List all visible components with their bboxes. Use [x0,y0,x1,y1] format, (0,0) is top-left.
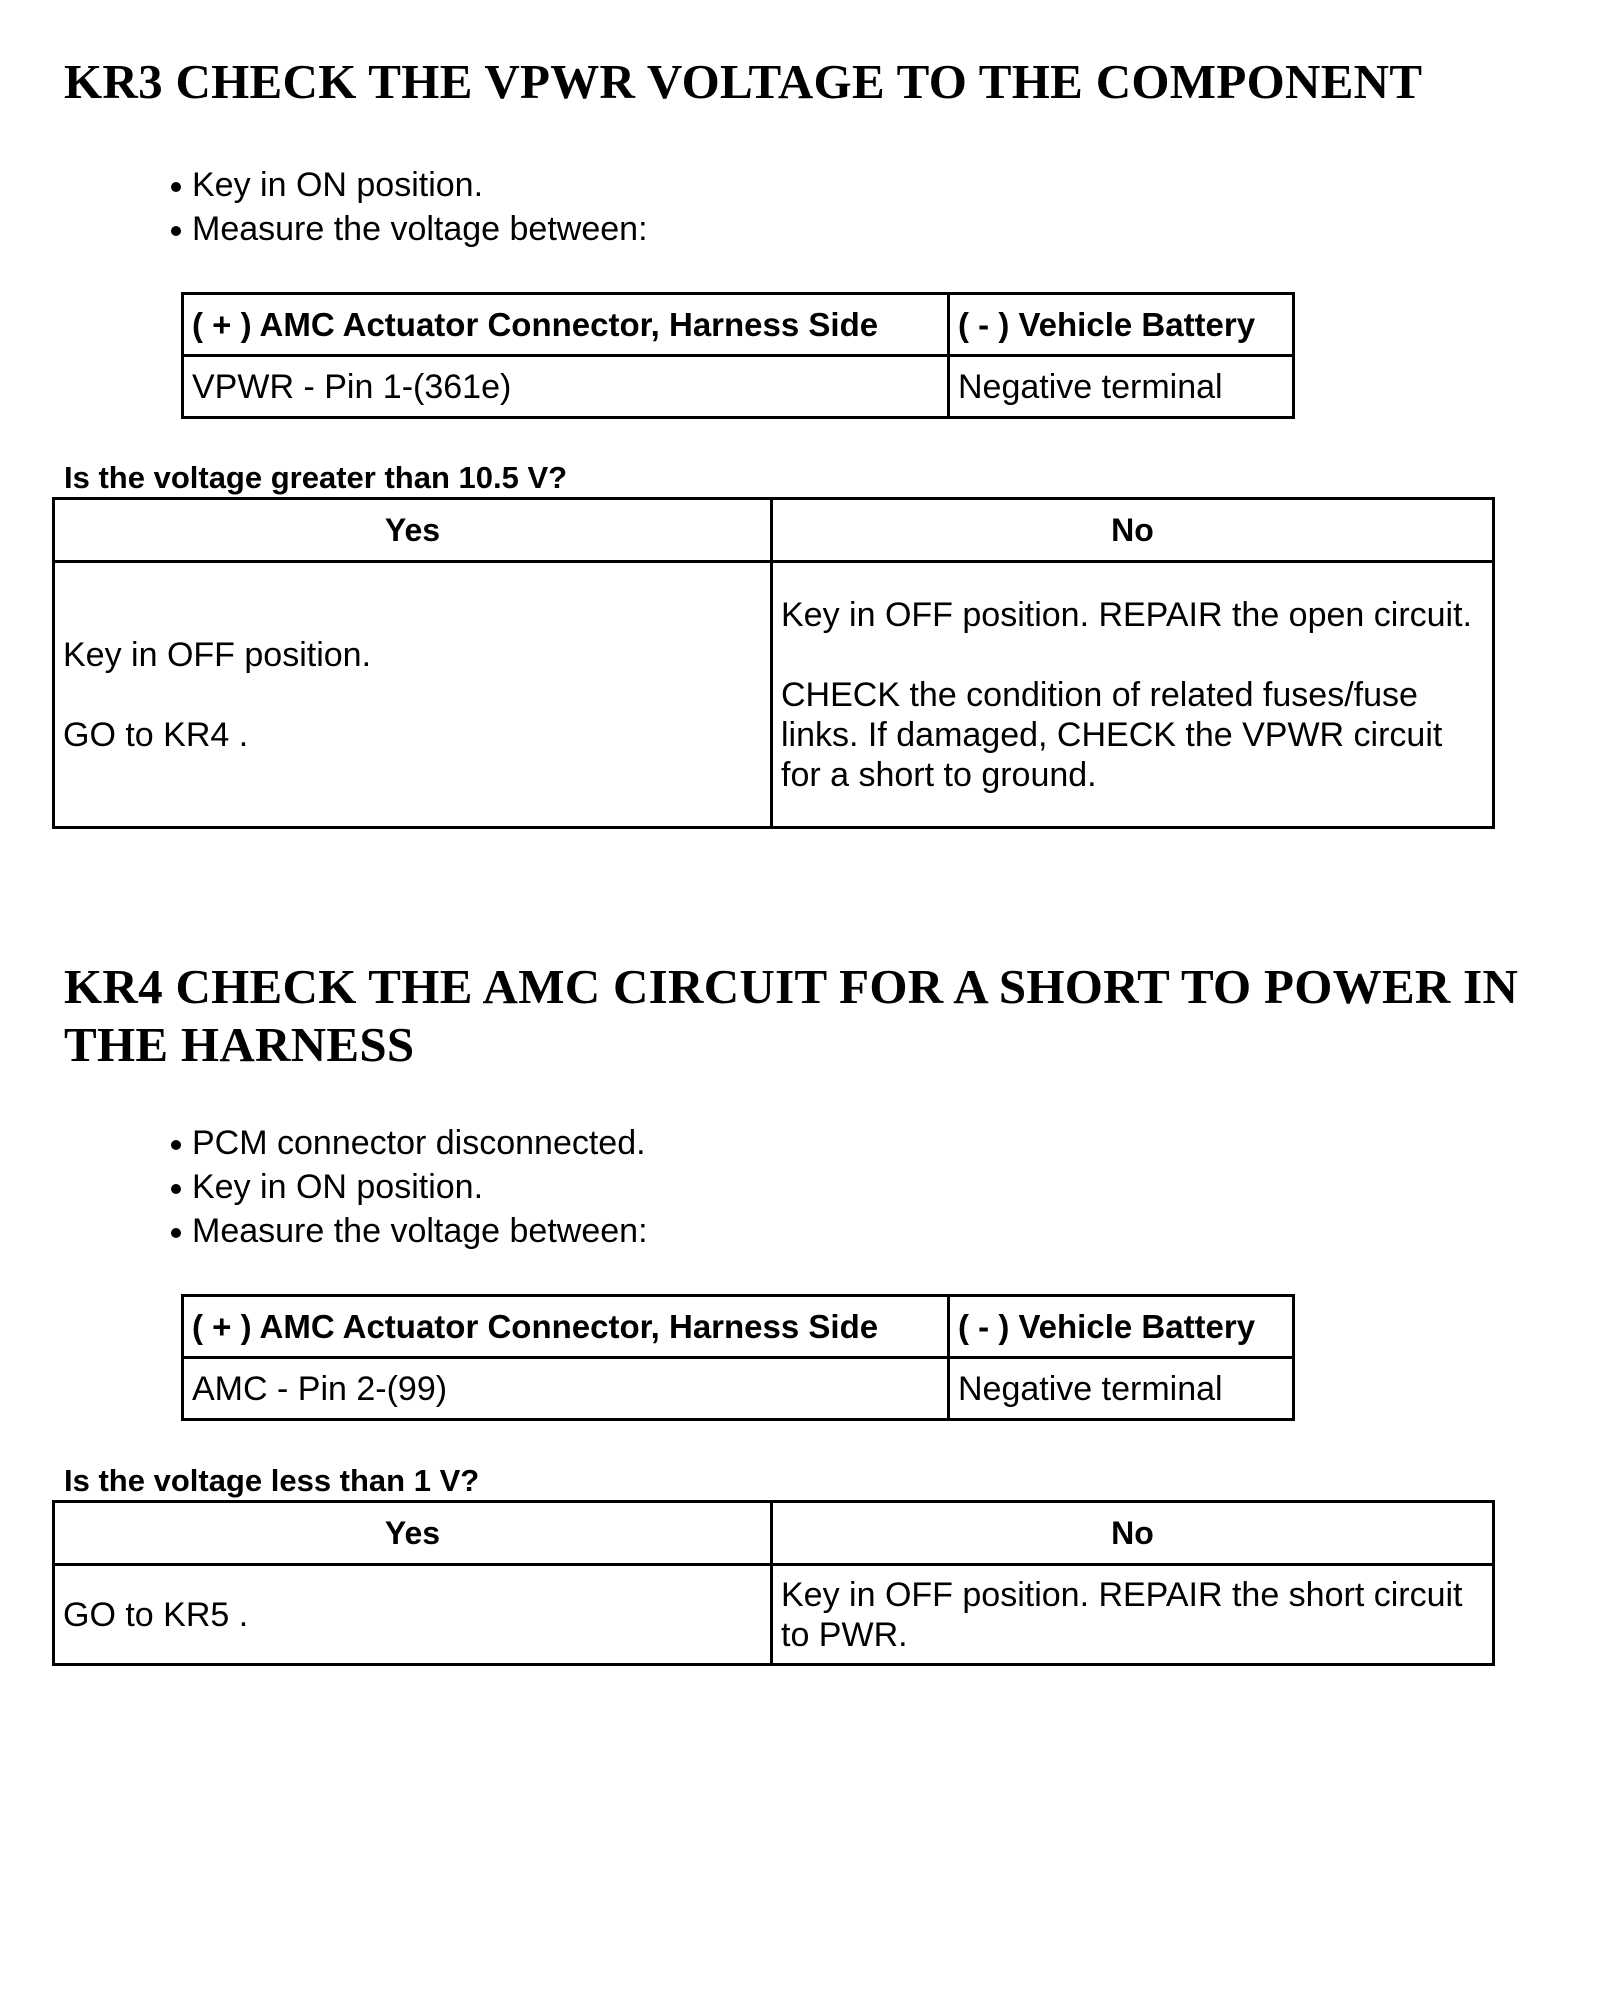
yes-header: Yes [54,1502,772,1565]
table-header-row [183,294,1294,356]
step-item: Key in ON position. [168,163,648,207]
kr3-question: Is the voltage greater than 10.5 V? [64,460,568,495]
section-kr3-heading: KR3 CHECK THE VPWR VOLTAGE TO THE COMPONENT [64,54,1423,109]
heading-line: KR4 CHECK THE AMC CIRCUIT FOR A SHORT TO POWER IN [64,959,1519,1014]
negative-lead-header: ( - ) Vehicle Battery [949,1296,1294,1358]
action-text: Key in OFF position. [63,635,372,674]
kr4-question: Is the voltage less than 1 V? [64,1463,480,1498]
yes-header: Yes [54,499,772,562]
table-row [54,562,1494,828]
table-header-row [54,499,1494,562]
kr4-result-table [52,1500,1495,1666]
positive-lead-cell: AMC - Pin 2-(99) [183,1358,949,1420]
kr3-result-table [52,497,1495,829]
no-header: No [772,1502,1494,1565]
step-item: Measure the voltage between: [168,1209,648,1253]
positive-lead-cell: VPWR - Pin 1-(361e) [183,356,949,418]
negative-lead-cell: Negative terminal [949,1358,1294,1420]
no-action-cell [772,1565,1494,1665]
kr4-measurement-table [181,1294,1295,1421]
go-to-step-text: GO to KR4 . [63,715,249,754]
yes-action-cell [54,1565,772,1665]
action-text: Key in OFF position. REPAIR the open circuit. [781,595,1472,634]
table-row [183,1358,1294,1420]
step-item: Measure the voltage between: [168,207,648,251]
heading-line: THE HARNESS [64,1017,415,1072]
action-text: Key in OFF position. REPAIR the short circuit to PWR. [781,1575,1463,1654]
no-action-cell [772,562,1494,828]
section-kr4-heading [64,958,1518,1074]
positive-lead-header: ( + ) AMC Actuator Connector, Harness Side [183,1296,949,1358]
step-item: PCM connector disconnected. [168,1121,648,1165]
negative-lead-cell: Negative terminal [949,356,1294,418]
go-to-step-text: GO to KR5 . [63,1595,249,1634]
step-item: Key in ON position. [168,1165,648,1209]
yes-action-cell [54,562,772,828]
negative-lead-header: ( - ) Vehicle Battery [949,294,1294,356]
table-header-row [54,1502,1494,1565]
action-text: CHECK the condition of related fuses/fuse links. If damaged, CHECK the VPWR circuit for a short to ground. [781,675,1443,794]
table-row [54,1565,1494,1665]
table-row [183,356,1294,418]
table-header-row [183,1296,1294,1358]
kr3-measurement-table [181,292,1295,419]
section-kr4-steps [168,1121,648,1253]
no-header: No [772,499,1494,562]
section-kr3-steps [168,163,648,251]
positive-lead-header: ( + ) AMC Actuator Connector, Harness Side [183,294,949,356]
